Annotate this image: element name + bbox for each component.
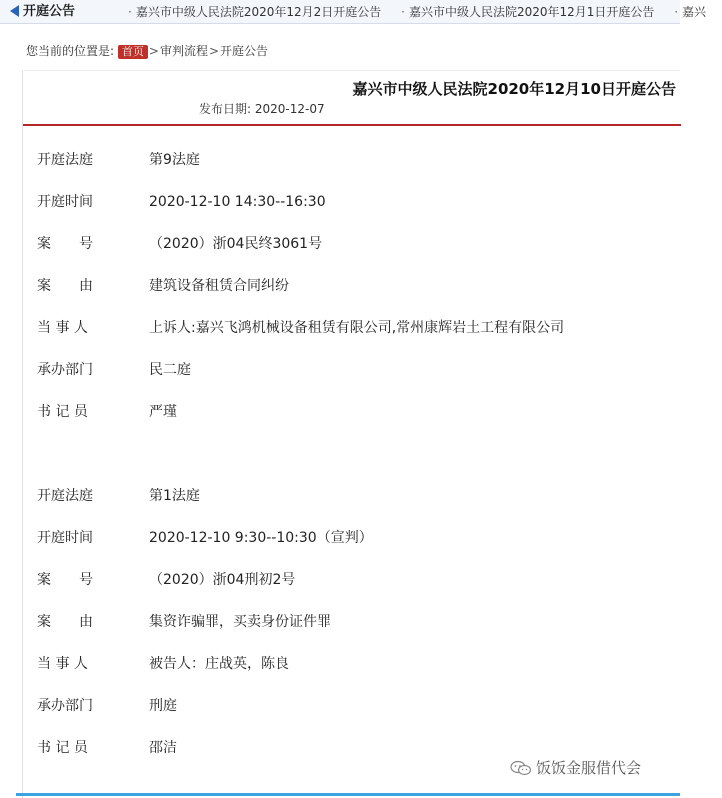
bottom-divider <box>16 793 680 796</box>
field-value: 上诉人:嘉兴飞鸿机械设备租赁有限公司,常州康辉岩土工程有限公司 <box>149 320 565 336</box>
field-label: 当 事 人 <box>37 656 88 672</box>
field-label: 开庭法庭 <box>37 488 93 504</box>
record-2-clerk <box>23 738 681 758</box>
breadcrumb-link-court-notice[interactable]: 开庭公告 <box>220 44 269 58</box>
field-value: 严瑾 <box>149 404 177 420</box>
record-2-case-no <box>23 570 681 590</box>
wechat-icon <box>510 760 532 776</box>
breadcrumb-separator: > <box>208 44 220 58</box>
record-2-parties <box>23 654 681 674</box>
field-value: 邵洁 <box>149 740 177 756</box>
field-label: 承办部门 <box>37 698 93 714</box>
field-label: 案 号 <box>37 236 93 252</box>
field-label: 书 记 员 <box>37 404 88 420</box>
field-value: 民二庭 <box>149 362 191 378</box>
field-label: 案 由 <box>37 278 93 294</box>
field-label: 当 事 人 <box>37 320 88 336</box>
record-2-time <box>23 528 681 548</box>
field-label: 案 由 <box>37 614 93 630</box>
field-value: （2020）浙04民终3061号 <box>149 236 323 252</box>
field-value: 第9法庭 <box>149 152 200 168</box>
field-label: 书 记 员 <box>37 740 88 756</box>
notice-panel <box>22 70 680 798</box>
ticker-link-3[interactable]: · 嘉兴 <box>674 4 706 20</box>
field-value: 2020-12-10 9:30--10:30（宣判） <box>149 530 373 546</box>
record-1-dept <box>23 360 681 380</box>
breadcrumb <box>26 43 268 59</box>
breadcrumb-link-trial-process[interactable]: 审判流程 <box>159 44 208 58</box>
record-1-clerk <box>23 402 681 422</box>
ticker-link-1[interactable]: · 嘉兴市中级人民法院2020年12月2日开庭公告 <box>128 4 381 20</box>
title-divider <box>23 124 681 126</box>
speaker-icon <box>10 5 19 17</box>
watermark-text: 饭饭金服借代会 <box>536 759 642 777</box>
breadcrumb-prefix: 您当前的位置是: <box>26 44 115 58</box>
ticker-title <box>10 3 75 21</box>
record-2-dept <box>23 696 681 716</box>
field-value: 被告人：庄战英，陈良 <box>149 656 289 672</box>
field-value: 第1法庭 <box>149 488 200 504</box>
announcement-ticker <box>0 0 707 24</box>
publish-date <box>199 100 325 117</box>
field-label: 案 号 <box>37 572 93 588</box>
record-1-court <box>23 150 681 170</box>
field-value: 建筑设备租赁合同纠纷 <box>149 278 289 294</box>
record-2-court <box>23 486 681 506</box>
record-2-cause <box>23 612 681 632</box>
breadcrumb-separator: > <box>148 44 159 58</box>
field-label: 开庭法庭 <box>37 152 93 168</box>
record-1-case-no <box>23 234 681 254</box>
field-label: 开庭时间 <box>37 194 93 210</box>
ticker-track <box>128 4 722 20</box>
publish-value: 2020-12-07 <box>254 102 325 116</box>
field-value: 2020-12-10 14:30--16:30 <box>149 194 326 210</box>
ticker-title-text: 开庭公告 <box>23 4 76 19</box>
publish-label: 发布日期: <box>199 102 252 116</box>
record-1-parties <box>23 318 681 338</box>
home-link[interactable]: 首页 <box>118 45 148 59</box>
field-label: 开庭时间 <box>37 530 93 546</box>
field-value: （2020）浙04刑初2号 <box>149 572 296 588</box>
wechat-watermark <box>510 757 641 778</box>
record-1-time <box>23 192 681 212</box>
field-label: 承办部门 <box>37 362 93 378</box>
field-value: 集资诈骗罪，买卖身份证件罪 <box>149 614 331 630</box>
field-value: 刑庭 <box>149 698 177 714</box>
record-1-cause <box>23 276 681 296</box>
notice-title: 嘉兴市中级人民法院2020年12月10日开庭公告 <box>352 80 676 98</box>
ticker-link-2[interactable]: · 嘉兴市中级人民法院2020年12月1日开庭公告 <box>401 4 654 20</box>
